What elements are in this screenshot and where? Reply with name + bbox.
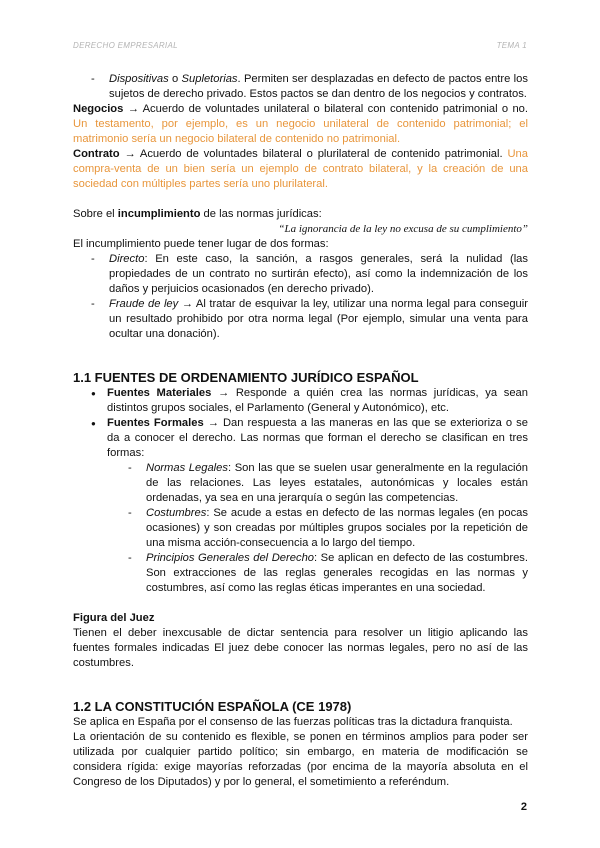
- constitucion-paragraph-1: Se aplica en España por el consenso de las fuerzas políticas tras la dictadura franquista.: [73, 716, 513, 728]
- figura-juez-title: Figura del Juez: [73, 612, 155, 624]
- header-right: TEMA 1: [496, 41, 527, 50]
- negocios-paragraph: Negocios → Acuerdo de voluntades unilateral o bilateral con contenido patrimonial o no. Un testamento, por ejemplo, es un negocio unilateral de contenido patrimonial; el matrimonio sería un negocio bilateral de contenido no patrimonial.: [73, 103, 528, 145]
- contrato-example: Una compra-venta de un bien sería un ejemplo de contrato bilateral, y la creación de una sociedad con múltiples partes sería uno plurilateral.: [73, 148, 528, 190]
- page-number: 2: [520, 801, 527, 813]
- principios-generales-item: - Principios Generales del Derecho: Se aplican en defecto de las costumbres. Son extracciones de las reglas generales recogidas en las normas y costumbres, así como las reglas éticas imperantes en una sociedad.: [128, 551, 528, 596]
- directo-item: - Directo: En este caso, la sanción, a rasgos generales, será la nulidad (las propiedades de un contrato no surtirán efecto), así como la indemnización de los daños y perjuicios ocasionados (en derecho privado).: [91, 252, 528, 297]
- incumplimiento-forms-intro: El incumplimiento puede tener lugar de dos formas:: [73, 238, 329, 250]
- incumplimiento-quote: “La ignorancia de la ley no excusa de su cumplimiento”: [278, 223, 528, 235]
- contrato-paragraph: Contrato → Acuerdo de voluntades bilateral o plurilateral de contenido patrimonial. Una compra-venta de un bien sería un ejemplo de contrato bilateral, y la creación de una sociedad con múltiples partes sería uno plurilateral.: [73, 148, 528, 190]
- figura-juez-text: Tienen el deber inexcusable de dictar sentencia para resolver un litigio aplicando las fuentes formales indicadas El juez debe conocer las normas legales, pero no así de las costumbres.: [73, 627, 528, 669]
- fuentes-materiales-item: ● Fuentes Materiales → Responde a quién crea las normas jurídicas, ya sean distintos grupos sociales, el Parlamento (General y Autonómico), etc.: [93, 386, 528, 416]
- document-body: [73, 72, 528, 790]
- section-1-title: 1.1 FUENTES DE ORDENAMIENTO JURÍDICO ESPAÑOL: [73, 370, 419, 385]
- costumbres-item: - Costumbres: Se acude a estas en defecto de las normas legales (en pocas ocasiones) y son creadas por múltiples grupos sociales por la repetición de una misma acción-consecuencia a lo largo del tiempo.: [128, 506, 528, 551]
- incumplimiento-intro: Sobre el incumplimiento de las normas jurídicas:: [73, 208, 322, 220]
- fuentes-formales-item: ● Fuentes Formales → Dan respuesta a las maneras en las que se exterioriza o se da a conocer el derecho. Las normas que forman el derecho se clasifican en tres formas:: [93, 416, 528, 461]
- constitucion-paragraph-2: La orientación de su contenido es flexible, se ponen en términos amplios para poder ser utilizada por cualquier partido político; sin embargo, en materia de modificación se considera rígida: exige mayorías reforzadas (por encima de la mayoría absoluta en el Congreso de los Diputados) y por lo general, el sometimiento a referéndum.: [73, 731, 528, 788]
- fraude-item: - Fraude de ley → Al tratar de esquivar la ley, utilizar una norma legal para conseguir un resultado prohibido por otra norma legal (Por ejemplo, simular una venta para ocultar una donación).: [91, 297, 528, 342]
- dispositivas-item: - Dispositivas o Supletorias. Permiten ser desplazadas en defecto de pactos entre los sujetos de derecho privado. Estos pactos se dan dentro de los negocios y contratos.: [91, 72, 528, 102]
- header-left: DERECHO EMPRESARIAL: [73, 41, 178, 50]
- negocios-example: Un testamento, por ejemplo, es un negocio unilateral de contenido patrimonial; el matrimonio sería un negocio bilateral de contenido no patrimonial.: [73, 118, 528, 145]
- normas-legales-item: - Normas Legales: Son las que se suelen usar generalmente en la regulación de las relaciones. Las leyes estatales, autonómicas y locales están ordenadas, ya sea en una jerarquía o según las competencias.: [128, 461, 528, 506]
- section-2-title: 1.2 LA CONSTITUCIÓN ESPAÑOLA (CE 1978): [73, 699, 352, 714]
